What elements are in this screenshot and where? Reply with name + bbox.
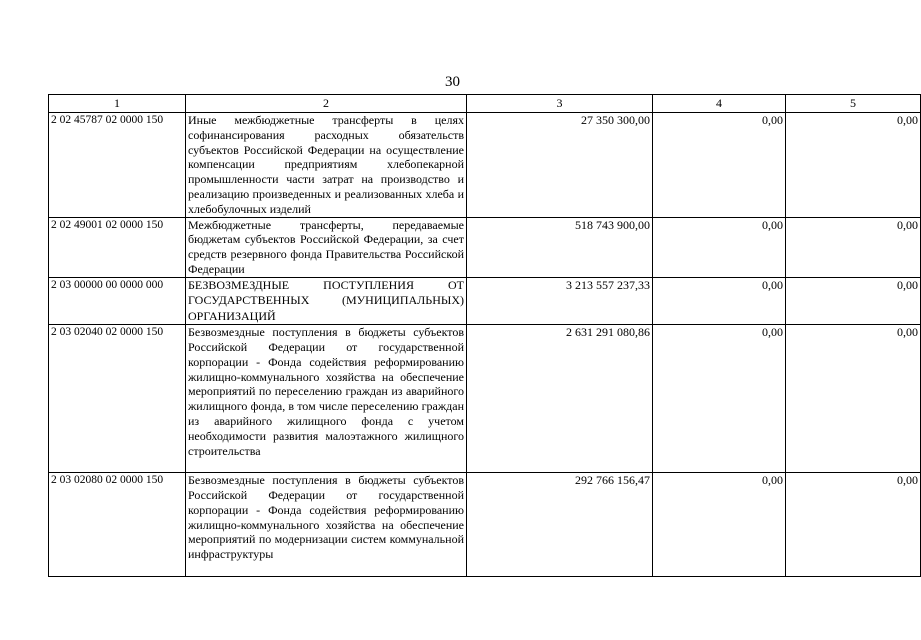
- column-header-4: 4: [653, 95, 786, 113]
- amount-column-5: 0,00: [786, 325, 921, 473]
- budget-code: 2 03 02040 02 0000 150: [49, 325, 186, 473]
- table-row: [49, 277, 921, 325]
- budget-code: 2 02 49001 02 0000 150: [49, 217, 186, 277]
- amount-column-5: 0,00: [786, 473, 921, 577]
- amount-column-4: 0,00: [653, 217, 786, 277]
- amount-column-3: 2 631 291 080,86: [467, 325, 653, 473]
- table-row: [49, 473, 921, 577]
- column-header-1: 1: [49, 95, 186, 113]
- amount-column-5: 0,00: [786, 217, 921, 277]
- revenue-description: Безвозмездные поступления в бюджеты субъектов Российской Федерации от государственной корпорации - Фонда содействия реформированию жилищно-коммунального хозяйства на обеспечение мероприятий по модернизации систем коммунальной инфраструктуры: [186, 473, 467, 577]
- amount-column-4: 0,00: [653, 113, 786, 218]
- amount-column-4: 0,00: [653, 473, 786, 577]
- budget-revenue-table: [48, 94, 921, 577]
- revenue-description: Межбюджетные трансферты, передаваемые бюджетам субъектов Российской Федерации, за счет средств резервного фонда Правительства Российской Федерации: [186, 217, 467, 277]
- amount-column-3: 27 350 300,00: [467, 113, 653, 218]
- amount-column-3: 3 213 557 237,33: [467, 277, 653, 325]
- budget-code: 2 03 00000 00 0000 000: [49, 277, 186, 325]
- budget-code: 2 03 02080 02 0000 150: [49, 473, 186, 577]
- column-header-2: 2: [186, 95, 467, 113]
- amount-column-5: 0,00: [786, 113, 921, 218]
- table-row: [49, 217, 921, 277]
- column-header-3: 3: [467, 95, 653, 113]
- amount-column-4: 0,00: [653, 277, 786, 325]
- amount-column-3: 518 743 900,00: [467, 217, 653, 277]
- table-header-row: [49, 95, 921, 113]
- table-row: [49, 325, 921, 473]
- amount-column-5: 0,00: [786, 277, 921, 325]
- amount-column-4: 0,00: [653, 325, 786, 473]
- page-number: 30: [445, 74, 460, 90]
- revenue-description: Безвозмездные поступления в бюджеты субъектов Российской Федерации от государственной корпорации - Фонда содействия реформированию жилищно-коммунального хозяйства на обеспечение мероприятий по переселению граждан из аварийного жилищного фонда, в том числе переселению граждан из аварийного жилищного фонда с учетом необходимости развития малоэтажного жилищного строительства: [186, 325, 467, 473]
- column-header-5: 5: [786, 95, 921, 113]
- amount-column-3: 292 766 156,47: [467, 473, 653, 577]
- revenue-description: БЕЗВОЗМЕЗДНЫЕ ПОСТУПЛЕНИЯ ОТ ГОСУДАРСТВЕННЫХ (МУНИЦИПАЛЬНЫХ) ОРГАНИЗАЦИЙ: [186, 277, 467, 325]
- revenue-description: Иные межбюджетные трансферты в целях софинансирования расходных обязательств субъектов Российской Федерации на осуществление компенсации предприятиям хлебопекарной промышленности части затрат на производство и реализацию произведенных и реализованных хлеба и хлебобулочных изделий: [186, 113, 467, 218]
- table-row: [49, 113, 921, 218]
- budget-code: 2 02 45787 02 0000 150: [49, 113, 186, 218]
